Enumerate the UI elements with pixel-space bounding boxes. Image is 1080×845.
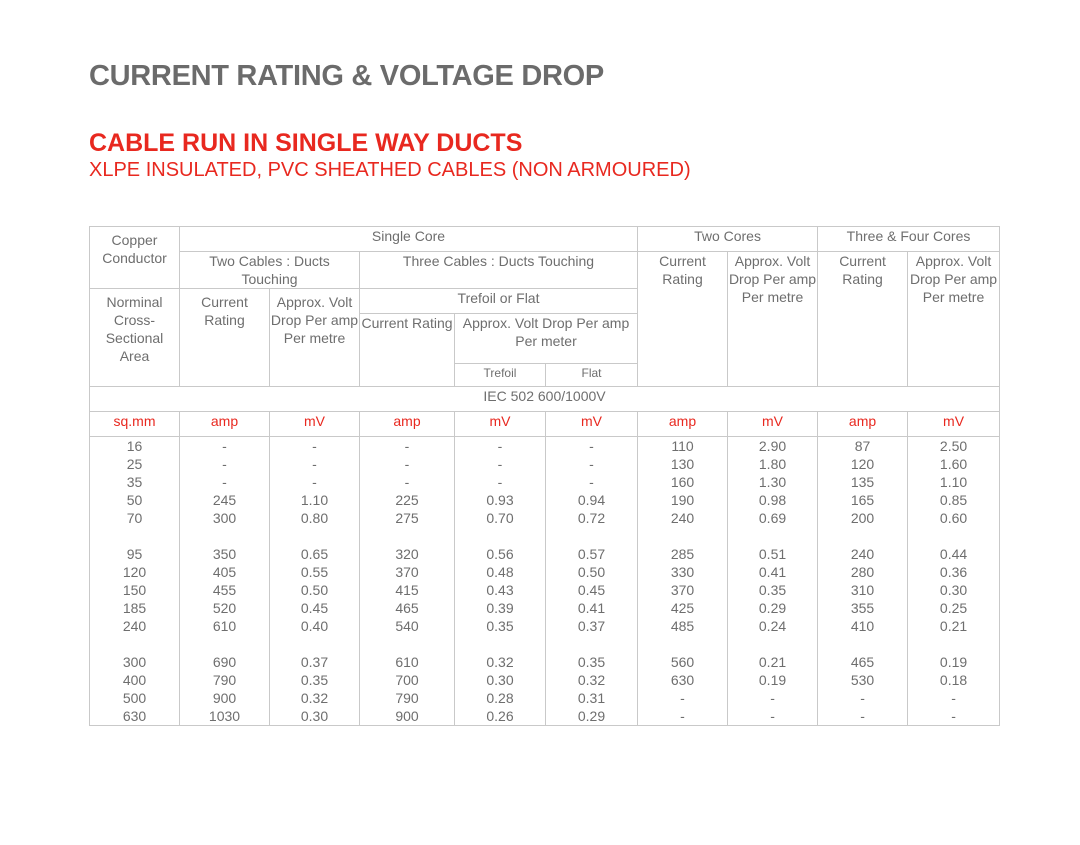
data-cell: 70 [126,510,143,526]
data-cell: - [404,438,410,454]
data-cell: 530 [850,672,875,688]
data-cell: 0.35 [758,582,787,598]
multi-cores-current-rating-header: Current Rating [818,252,908,387]
data-cell: 0.72 [577,510,606,526]
flat-header: Flat [546,364,638,387]
data-cell: 900 [212,690,237,706]
data-column-two-cables-mv [270,437,360,726]
data-cell: 0.32 [486,654,514,670]
data-column-three-cables-amp [360,437,455,726]
three-cables-header: Three Cables : Ducts Touching [360,252,638,289]
current-rating-table [89,226,1000,726]
data-cell: 300 [122,654,147,670]
data-cell: 0.39 [486,600,514,616]
data-cell: - [770,708,775,724]
data-cell: 900 [395,708,419,724]
two-cables-current-rating-header: Current Rating [180,289,270,387]
data-cell: 0.35 [300,672,329,688]
unit-cell: amp [638,412,728,437]
data-cell: 310 [850,582,875,598]
data-cell: 0.24 [758,618,787,634]
data-cell: 35 [126,474,143,490]
unit-cell: mV [546,412,638,437]
group-spacer [455,527,545,545]
group-spacer [546,635,637,653]
unit-cell: amp [180,412,270,437]
data-cell: 280 [850,564,875,580]
data-cell: - [222,438,227,454]
data-cell: - [497,474,503,490]
multi-cores-volt-drop-header: Approx. Volt Drop Per amp Per metre [908,252,1000,387]
data-cell: 50 [126,492,143,508]
data-cell: 165 [850,492,875,508]
data-cell: 1030 [208,708,241,724]
data-cell: 485 [670,618,695,634]
data-column-flat-mv [546,437,638,726]
data-cell: - [680,708,685,724]
group-spacer [818,635,907,653]
group-spacer [455,635,545,653]
group-spacer [90,635,179,653]
single-core-header: Single Core [180,227,638,252]
data-cell: 0.57 [577,546,606,562]
trefoil-header: Trefoil [455,364,546,387]
data-cell: 95 [126,546,143,562]
data-cell: 0.60 [939,510,968,526]
data-cell: 0.28 [486,690,514,706]
unit-cell: mV [270,412,360,437]
group-spacer [360,527,454,545]
group-spacer [546,527,637,545]
data-cell: 0.80 [300,510,329,526]
group-spacer [270,635,359,653]
data-cell: 0.44 [939,546,968,562]
data-cell: 185 [122,600,147,616]
data-cell: 2.90 [758,438,787,454]
data-cell: 455 [212,582,237,598]
data-cell: 405 [212,564,237,580]
data-cell: 370 [395,564,419,580]
trefoil-or-flat-header: Trefoil or Flat [360,289,638,314]
data-cell: - [312,438,317,454]
group-spacer [638,635,727,653]
data-cell: 0.25 [939,600,968,616]
data-cell: 0.30 [486,672,514,688]
data-cell: 0.29 [577,708,606,724]
data-cell: 0.41 [577,600,606,616]
data-cell: 465 [850,654,875,670]
data-cell: 630 [670,672,695,688]
group-spacer [180,527,269,545]
data-cell: 0.36 [939,564,968,580]
data-cell: 245 [212,492,237,508]
data-cell: - [404,474,410,490]
nominal-area-header: Norminal Cross-Sectional Area [90,289,180,387]
data-cell: 700 [395,672,419,688]
data-column-two-cables-amp [180,437,270,726]
data-cell: 560 [670,654,695,670]
data-cell: 0.40 [300,618,329,634]
data-cell: 0.35 [486,618,514,634]
data-cell: 1.10 [300,492,329,508]
data-cell: 0.18 [939,672,968,688]
group-spacer [818,527,907,545]
data-cell: 190 [670,492,695,508]
group-spacer [908,635,999,653]
data-cell: 0.26 [486,708,514,724]
three-cables-volt-drop-header: Approx. Volt Drop Per amp Per meter [455,314,638,364]
data-cell: 500 [122,690,147,706]
data-cell: 410 [850,618,875,634]
data-cell: 285 [670,546,695,562]
data-cell: 0.37 [300,654,329,670]
two-cables-header: Two Cables : Ducts Touching [180,252,360,289]
data-cell: - [312,474,317,490]
data-cell: 540 [395,618,419,634]
data-cell: 0.69 [758,510,787,526]
data-cell: 240 [850,546,875,562]
data-cell: 0.32 [300,690,329,706]
data-cell: 520 [212,600,237,616]
data-cell: 150 [122,582,147,598]
three-cables-current-rating-header: Current Rating [360,314,455,387]
group-spacer [90,527,179,545]
data-cell: 790 [212,672,237,688]
data-column-two-cores-amp [638,437,728,726]
standard-row: IEC 502 600/1000V [90,387,1000,412]
data-cell: 0.94 [577,492,606,508]
unit-cell: sq.mm [90,412,180,437]
data-cell: 130 [670,456,695,472]
data-cell: 610 [395,654,419,670]
data-cell: 0.50 [577,564,606,580]
data-cell: 225 [395,492,419,508]
data-cell: - [404,456,410,472]
unit-cell: mV [728,412,818,437]
two-cores-volt-drop-header: Approx. Volt Drop Per amp Per metre [728,252,818,387]
data-cell: 320 [395,546,419,562]
data-cell: 415 [395,582,419,598]
data-cell: 16 [126,438,143,454]
data-cell: 790 [395,690,419,706]
group-spacer [180,635,269,653]
data-cell: 330 [670,564,695,580]
data-cell: 1.80 [758,456,787,472]
data-cell: 87 [854,438,871,454]
data-cell: - [860,708,865,724]
two-cores-current-rating-header: Current Rating [638,252,728,387]
data-body-row [90,437,1000,726]
data-cell: 0.31 [577,690,606,706]
data-column-two-cores-mv [728,437,818,726]
data-cell: - [312,456,317,472]
data-cell: 200 [850,510,875,526]
data-cell: - [497,456,503,472]
data-cell: 110 [671,438,694,454]
data-cell: 0.70 [486,510,514,526]
group-spacer [270,527,359,545]
copper-conductor-header: Copper Conductor [90,227,180,289]
data-cell: 0.98 [758,492,787,508]
data-cell: - [222,474,227,490]
data-cell: 0.37 [577,618,606,634]
data-cell: 0.21 [758,654,787,670]
three-four-cores-header: Three & Four Cores [818,227,1000,252]
data-cell: 120 [850,456,875,472]
data-cell: 120 [122,564,147,580]
data-cell: - [951,690,956,706]
group-spacer [908,527,999,545]
data-cell: 355 [850,600,875,616]
data-column-trefoil-mv [455,437,546,726]
two-cables-volt-drop-header: Approx. Volt Drop Per amp Per metre [270,289,360,387]
data-cell: 1.10 [939,474,968,490]
data-cell: 0.56 [486,546,514,562]
data-column-multi-cores-amp [818,437,908,726]
data-cell: 1.30 [758,474,787,490]
unit-cell: amp [818,412,908,437]
data-cell: 2.50 [939,438,968,454]
data-cell: 1.60 [939,456,968,472]
data-cell: 0.85 [939,492,968,508]
data-cell: 0.32 [577,672,606,688]
data-cell: 0.43 [486,582,514,598]
data-cell: 0.19 [939,654,968,670]
group-spacer [360,635,454,653]
section-title: CABLE RUN IN SINGLE WAY DUCTS [89,129,523,157]
data-cell: 0.55 [300,564,329,580]
data-cell: - [951,708,956,724]
group-spacer [728,635,817,653]
data-cell: 0.41 [758,564,787,580]
data-cell: 0.45 [300,600,329,616]
data-cell: 690 [212,654,237,670]
data-cell: 370 [670,582,695,598]
data-cell: 0.21 [939,618,968,634]
data-cell: 275 [395,510,419,526]
data-cell: 0.19 [758,672,787,688]
unit-cell: mV [908,412,1000,437]
data-cell: - [497,438,503,454]
data-cell: 25 [126,456,143,472]
data-cell: - [860,690,865,706]
data-cell: 0.50 [300,582,329,598]
unit-cell: amp [360,412,455,437]
data-cell: 0.93 [486,492,514,508]
data-cell: - [589,474,594,490]
data-column-area [90,437,180,726]
data-cell: 300 [212,510,237,526]
data-cell: 350 [212,546,237,562]
data-cell: 0.30 [300,708,329,724]
data-cell: 240 [122,618,147,634]
data-cell: 425 [670,600,695,616]
data-cell: - [680,690,685,706]
data-cell: 465 [395,600,419,616]
data-cell: - [222,456,227,472]
group-spacer [638,527,727,545]
data-cell: - [589,456,594,472]
page-title: CURRENT RATING & VOLTAGE DROP [89,60,604,92]
data-cell: - [589,438,594,454]
data-cell: 610 [212,618,237,634]
unit-cell: mV [455,412,546,437]
data-cell: 0.30 [939,582,968,598]
data-cell: 0.65 [300,546,329,562]
data-cell: - [770,690,775,706]
data-cell: 0.35 [577,654,606,670]
data-cell: 0.48 [486,564,514,580]
data-cell: 630 [122,708,147,724]
data-cell: 0.45 [577,582,606,598]
data-cell: 400 [122,672,147,688]
data-cell: 135 [850,474,875,490]
data-cell: 240 [670,510,695,526]
data-cell: 0.29 [758,600,787,616]
two-cores-header: Two Cores [638,227,818,252]
data-cell: 160 [670,474,695,490]
group-spacer [728,527,817,545]
section-subtitle: XLPE INSULATED, PVC SHEATHED CABLES (NON ARMOURED) [89,159,691,181]
data-cell: 0.51 [758,546,787,562]
data-column-multi-cores-mv [908,437,1000,726]
